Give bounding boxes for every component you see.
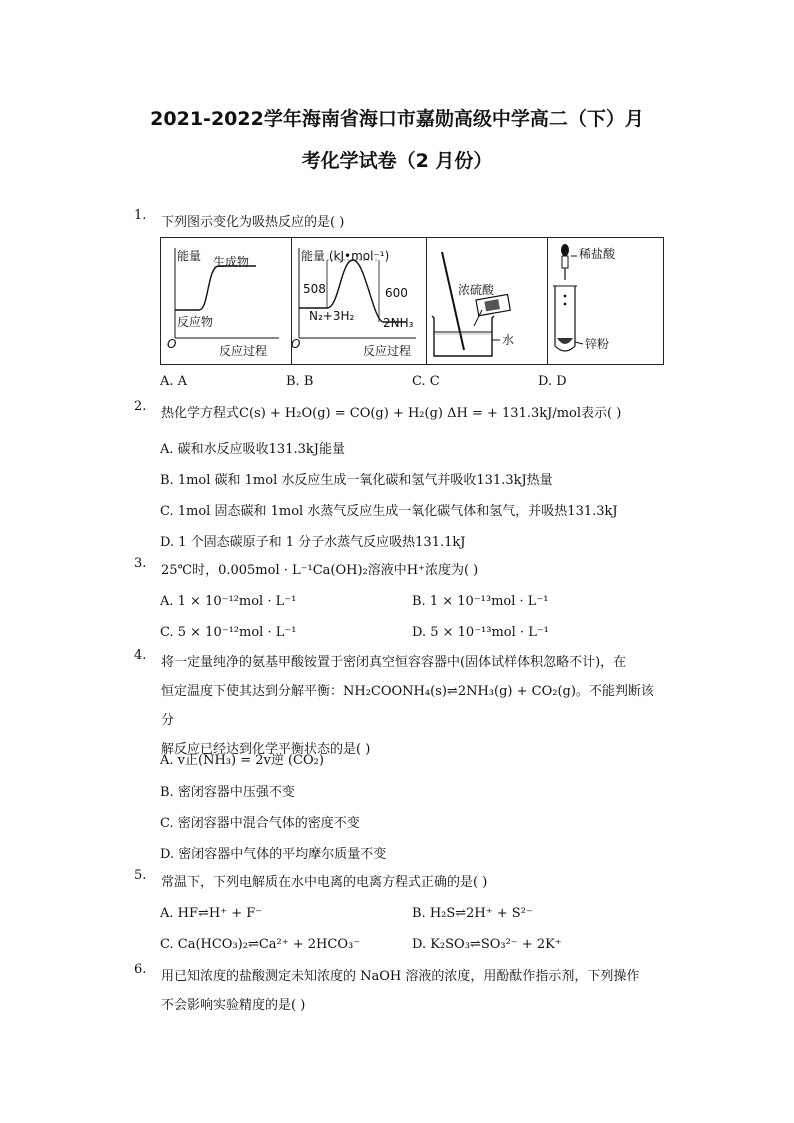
- concentrated-sulfuric-acid-label: 浓硫酸: [458, 283, 495, 297]
- dilute-hydrochloric-acid-label: 稀盐酸: [579, 247, 616, 261]
- option-d: D. 5 × 10⁻¹³mol · L⁻¹: [412, 625, 549, 640]
- option-b: B. B: [286, 374, 314, 389]
- exam-title: [100, 98, 694, 182]
- option-c: C. C: [412, 374, 440, 389]
- question-number: 4.: [134, 648, 147, 663]
- option-a: A. 碳和水反应吸收131.3kJ能量: [160, 442, 345, 457]
- product-label: 生成物: [213, 255, 250, 269]
- option-c: C. 密闭容器中混合气体的密度不变: [160, 816, 360, 831]
- question-text: 下列图示变化为吸热反应的是( ): [161, 215, 345, 230]
- option-c: C. 5 × 10⁻¹²mol · L⁻¹: [160, 625, 297, 640]
- question-text-line: 恒定温度下使其达到分解平衡：NH₂COONH₄(s)⇌2NH₃(g) + CO₂(g)。不能判断该分: [161, 684, 654, 728]
- question-number: 1.: [134, 208, 147, 223]
- question-text-line: 用已知浓度的盐酸测定未知浓度的 NaOH 溶液的浓度，用酚酞作指示剂，下列操作: [161, 969, 640, 984]
- question-text: 热化学方程式C(s) + H₂O(g) = CO(g) + H₂(g) ΔH = + 131.3kJ/mol表示( ): [161, 406, 622, 421]
- exam-title-line-1: 2021-2022学年海南省海口市嘉勋高级中学高二（下）月: [150, 108, 644, 130]
- x-axis-label: 反应过程: [363, 344, 412, 358]
- water-label: 水: [502, 333, 515, 347]
- question-text: 25℃时，0.005mol · L⁻¹Ca(OH)₂溶液中H⁺浓度为( ): [161, 563, 479, 578]
- reverse-energy-value: 600: [385, 286, 408, 300]
- y-axis-label: 能量 (kJ•mol⁻¹): [301, 249, 390, 263]
- option-b: B. 1 × 10⁻¹³mol · L⁻¹: [412, 594, 549, 609]
- question-number: 3.: [134, 556, 147, 571]
- reactant-label: 反应物: [177, 315, 214, 329]
- question-text: [161, 648, 664, 764]
- option-d: D. D: [538, 374, 567, 389]
- option-c: C. Ca(HCO₃)₂⇌Ca²⁺ + 2HCO₃⁻: [160, 937, 361, 952]
- products-label: 2NH₃: [383, 316, 414, 330]
- question-1-figure-panel: [160, 237, 664, 365]
- figure-c: [426, 238, 548, 364]
- option-d: D. 密闭容器中气体的平均摩尔质量不变: [160, 847, 387, 862]
- question-text: [161, 962, 664, 1020]
- option-a: A. v正(NH₃) = 2v逆 (CO₂): [160, 753, 324, 768]
- option-b: B. 密闭容器中压强不变: [160, 785, 295, 800]
- option-d: D. 1 个固态碳原子和 1 分子水蒸气反应吸热131.1kJ: [160, 535, 466, 550]
- zinc-powder-label: 锌粉: [585, 337, 610, 351]
- origin-label: O: [167, 337, 177, 351]
- option-b: B. 1mol 碳和 1mol 水反应生成一氧化碳和氢气并吸收131.3kJ热量: [160, 473, 553, 488]
- activation-energy-value: 508: [303, 282, 326, 296]
- x-axis-label: 反应过程: [219, 344, 268, 358]
- option-a: A. HF⇌H⁺ + F⁻: [160, 906, 263, 921]
- figure-d: [547, 238, 663, 364]
- option-a: A. A: [160, 374, 188, 389]
- question-number: 5.: [134, 868, 147, 883]
- option-b: B. H₂S⇌2H⁺ + S²⁻: [412, 906, 533, 921]
- question-text-line: 将一定量纯净的氨基甲酸铵置于密闭真空恒容容器中(固体试样体积忽略不计)，在: [161, 655, 627, 670]
- figure-b: [291, 238, 427, 364]
- question-text: 常温下，下列电解质在水中电离的电离方程式正确的是( ): [161, 875, 488, 890]
- reactants-label: N₂+3H₂: [309, 309, 355, 323]
- exam-title-line-2: 考化学试卷（2 月份）: [301, 150, 493, 172]
- question-number: 6.: [134, 962, 147, 977]
- y-axis-label: 能量: [177, 249, 202, 263]
- question-text-line: 不会影响实验精度的是( ): [161, 998, 306, 1013]
- question-number: 2.: [134, 399, 147, 414]
- question-text-line: 解反应已经达到化学平衡状态的是( ): [161, 742, 371, 757]
- option-a: A. 1 × 10⁻¹²mol · L⁻¹: [160, 594, 297, 609]
- figure-a: [161, 238, 292, 364]
- origin-label: O: [291, 337, 301, 351]
- option-c: C. 1mol 固态碳和 1mol 水蒸气反应生成一氧化碳气体和氢气，并吸热131.3kJ: [160, 504, 618, 519]
- option-d: D. K₂SO₃⇌SO₃²⁻ + 2K⁺: [412, 937, 562, 952]
- beaker-apparatus-icon: [426, 238, 547, 364]
